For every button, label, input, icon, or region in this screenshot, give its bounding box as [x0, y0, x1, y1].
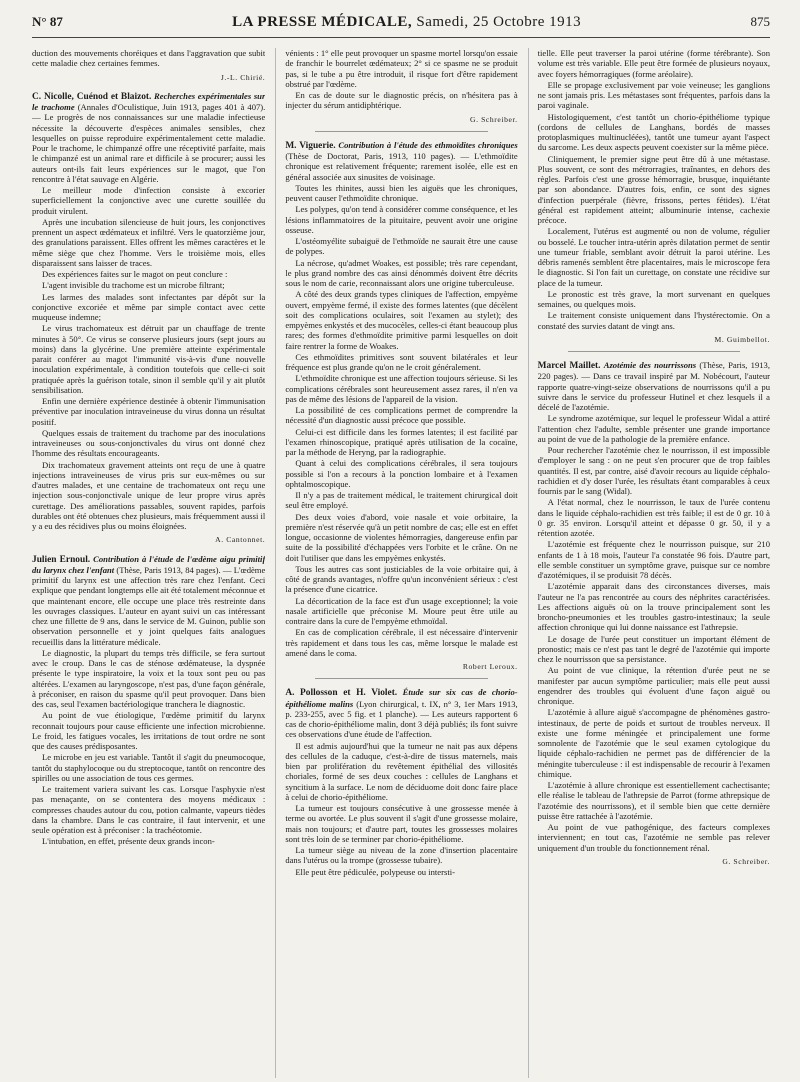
article-heading	[285, 687, 517, 739]
article-paragraph: Celui-ci est difficile dans les formes latentes; il est facilité par l'examen rhinoscopique, pratiqué après utilisation de la cocaïne, par la méthode de Heryng, par la radiographie.	[285, 426, 518, 457]
article-signature: A. Cantonnet.	[215, 535, 266, 545]
article-paragraph: — L'ethmoïdite chronique est relativement fréquente; rarement isolée, elle est en général associée aux sinusites de voisinage.	[285, 151, 518, 182]
divider	[315, 131, 487, 132]
article-title: Contribution à l'étude des ethmoïdites chroniques	[338, 139, 518, 150]
article-authors: A. Pollosson et H. Violet.	[285, 688, 398, 699]
article-signature: G. Schreiber.	[722, 856, 770, 866]
column-1	[32, 48, 265, 1078]
article-authors: C. Nicolle, Cuénod et Blaizot.	[32, 91, 152, 102]
article-paragraph: La décortication de la face est d'un usage exceptionnel; la voie nasale artificielle que préconise M. Moure peut être utile au contraire dans la cure de l'empyème ethmoïdal.	[285, 595, 518, 626]
divider	[568, 351, 740, 352]
article-paragraph: Le dosage de l'urée peut constituer un important élément de pronostic; mais ce n'est pas tant le degré de l'azotémie qui importe chez le nourrisson que sa persistance.	[537, 633, 770, 664]
article-continuation: duction des mouvements choréiques et dans l'aggravation que subit cette maladie chez certaines femmes.	[32, 48, 266, 69]
article-paragraph: Cliniquement, le premier signe peut être dû à une métastase. Plus souvent, ce sont des métrorragies, traînantes, en dehors des règles. Parfois c'est une grosse hémorragie, brusque, inquiétante par son abondance. D'autres fois, enfin, ce sont des signes d'infection puerpérale (fièvre, frissons, pertes fétides). L'état général est rapidement atteint; albuminurie intense, cachexie précoce.	[537, 153, 770, 225]
article-paragraph: Il n'y a pas de traitement médical, le traitement chirurgical doit seul être employé.	[285, 490, 518, 511]
article-paragraph: Le traitement variera suivant les cas. Lorsque l'asphyxie n'est pas menaçante, on se contentera des moyens médicaux : compresses chaudes autour du cou, potion calmante, vapeurs tièdes dans la chambre. Dans le cas contraire, il faut intervenir, et une seule opération est à préconiser : la trachéotomie.	[32, 784, 266, 835]
page-number: 875	[750, 14, 770, 29]
article-signature: M. Guimbellot.	[714, 334, 770, 344]
article-paragraph: — Les auteurs rapportent 6 cas de chorio-épithéliome malin, dont 3 déjà publiés; ils font suivre ces observations d'une étude de l'affection.	[285, 708, 518, 740]
article-paragraph: Après une incubation silencieuse de huit jours, les conjonctives prennent un aspect œdémateux et infiltré. Vers le quatorzième jour, des granulations paraissent. Elles offrent les mêmes caractères et le même siège que chez l'homme. Vers le troisième mois, elles disparaissent sans laisser de traces.	[32, 216, 266, 268]
article-reference: (Thèse, Paris, 1913, 220 pages).	[537, 360, 770, 382]
article-paragraph: L'azotémie apparait dans des circonstances diverses, mais l'auteur ne l'a pas rencontrée au cours des néphrites caractérisées. Les affections aiguës où on la trouve principalement sont les broncho-pneumonies et les troubles gastro-intestinaux; la seule affection chronique qui lui donne naissance est l'athrepsie.	[537, 581, 770, 633]
article-paragraph: En cas de doute sur le diagnostic précis, on n'hésitera pas à injecter du sérum antidiphtérique.	[285, 90, 518, 111]
article-paragraph: Les larmes des malades sont infectantes par dépôt sur la conjonctive excoriée et même par simple contact avec cette muqueuse indemne;	[32, 291, 266, 322]
article-paragraph: A l'état normal, chez le nourrisson, le taux de l'urée contenu dans le liquide céphalo-rachidien est très faible; il est de 0 gr. 10 à 0 gr. 35 environ. Lorsqu'il atteint et dépasse 0 gr. 50, il y a rétention azotée.	[537, 497, 770, 538]
article-signature: Robert Leroux.	[462, 662, 518, 671]
article-ethmoidites	[285, 140, 517, 673]
article-paragraph: Le syndrome azotémique, sur lequel le professeur Widal a attiré l'attention chez l'adulte, semble présenter une grande importance au point de vue de la pathologie de la première enfance.	[537, 413, 770, 444]
article-paragraph: La tumeur est toujours consécutive à une grossesse menée à terme ou avortée. Le plus souvent il s'agit d'une grossesse molaire, mais non toujours; et d'autre part, toutes les grossesses molaires sont très loin de se terminer par chorio-épithéliome.	[285, 803, 518, 844]
article-signature: G. Schreiber.	[470, 114, 518, 124]
article-paragraph: Le virus trachomateux est détruit par un chauffage de trente minutes à 50°. Ce virus se conserve plusieurs jours (sept jours au moins) dans la glycérine. Une première atteinte expérimentale parait conférer au magot l'immunité vis-à-vis d'une nouvelle inoculation expérimentale, à condition toutefois que celle-ci soit pratiquée après la guérison totale, sinon il semble qu'il y ait plutôt sensibilisation.	[32, 323, 266, 395]
article-azotemie	[538, 360, 770, 867]
article-chorio-epitheliome	[285, 687, 517, 877]
article-paragraph: L'azotémie est fréquente chez le nourrisson puisque, sur 210 enfants de 1 à 18 mois, l'auteur l'a constatée 96 fois. D'autre part, elle semble constituer un symptôme grave, puisque sur ce nombre d'azotémiques, il se produisit 78 décès.	[537, 539, 770, 580]
article-title: Azotémie des nourrissons	[603, 360, 697, 370]
article-heading	[32, 91, 265, 184]
article-paragraph: En cas de complication cérébrale, il est nécessaire d'intervenir très rapidement et dans tous les cas, même lorsque le malade est amené dans le coma.	[285, 627, 518, 658]
journal-date: Samedi, 25 Octobre 1913	[412, 14, 582, 30]
article-authors: Marcel Maillet.	[537, 361, 601, 371]
article-paragraph: L'intubation, en effet, présente deux grands incon-	[42, 836, 215, 847]
article-paragraph: Quant à celui des complications cérébrales, il sera toujours possible si l'on a recours à la ponction lombaire et à l'examen ophtalmoscopique.	[285, 458, 518, 489]
text-columns	[32, 48, 770, 1078]
article-paragraph: — Le progrès de nos connaissances sur une maladie infectieuse nécessite la découverte d'espèces animales sensibles, chez lesquelles on puisse reproduire expérimentalement cette maladie. Pour le trachome, le chimpanzé offre une réceptivité parfaite, mais le chimpanzé est un animal rare et difficile à se procurer; aussi les auteurs ont-ils fait leurs expériences sur le magot, que l'on rencontre à l'état sauvage en Algérie.	[32, 112, 266, 184]
article-larynx	[32, 554, 265, 847]
article-heading	[285, 140, 517, 182]
article-continuation: vénients : 1° elle peut provoquer un spasme mortel lorsqu'on essaie de franchir le bourrelet œdémateux; 2° si ce spasme ne se produit pas, si le tube a pu être introduit, il risque fort d'être rapidement obstrué par l'œdème.	[285, 48, 518, 89]
article-reference: (Lyon chirurgical, t. IX, n° 3, 1er Mars 1913, p. 233-255, avec 5 fig. et 1 planche).	[285, 698, 518, 719]
divider	[315, 678, 487, 679]
article-paragraph: Il est admis aujourd'hui que la tumeur ne nait pas aux dépens des cellules de la caduque, c'est-à-dire de tissus maternels, mais bien par prolifération du revêtement épithélial des villosités choriales, formé de ses deux couches : cellules de Langhans et syncitium à la surface. Le nom de déciduome doit donc faire place à celui de chorio-épithéliome.	[285, 740, 518, 802]
article-paragraph: Dix trachomateux gravement atteints ont reçu de une à quatre injections intraveineuses de virus pris sur eux-mêmes ou sur d'autres malades, et une centaine de trachomateux ont reçu une injection sous-conjonctivale unique de leur propre virus après curettage. Des améliorations passables, souvent rapides, parfois durables ont été obtenues chez plusieurs, mais fréquemment aussi il y a eu des récidives plus ou moins éloignées.	[32, 459, 266, 531]
article-paragraph: Le pronostic est très grave, la mort survenant en quelques semaines, ou quelques mois.	[537, 288, 770, 309]
article-paragraph: La possibilité de ces complications permet de comprendre la nécessité d'un diagnostic aussi précoce que possible.	[285, 405, 518, 426]
article-continuation: tielle. Elle peut traverser la paroi utérine (forme térébrante). Son volume est très variable. Elle peut être formée de plusieurs noyaux, avec foyers hémorragiques (forme aréolaire).	[537, 48, 770, 79]
article-paragraph: Pour rechercher l'azotémie chez le nourrisson, il est impossible d'employer le sang : on ne peut s'en procurer que de trop faibles quantités. Il est, par contre, aisé d'avoir recours au liquide céphalo-rachidien et d'y doser l'urée, les résultats étant comparables à ceux fournis par le sang (Widal).	[537, 445, 770, 496]
column-3	[528, 48, 770, 1078]
article-paragraph: Histologiquement, c'est tantôt un chorio-épithéliome typique (cordons de cellules de Langhans, bordés de masses protoplasmiques multinucléées), tantôt une tumeur ayant l'aspect du sarcome. Les deux aspects peuvent coexister sur la même pièce.	[537, 111, 770, 153]
article-paragraph: — Dans ce travail inspiré par M. Nobécourt, l'auteur rapporte quatre-vingt-seize observations de nourrissons qu'il a pu suivre dans le service du professeur Hutinel et chez lesquels il a décelé de l'azotémie.	[537, 371, 770, 412]
article-paragraph: Quelques essais de traitement du trachome par des inoculations intraveineuses ou sous-conjonctivales du virus ont donné chez l'homme des résultats encourageants.	[32, 427, 266, 459]
article-paragraph: L'azotémie à allure aiguë s'accompagne de phénomènes gastro-intestinaux, de perte de poids et surtout de troubles nerveux. Il existe une forme méningée et principalement une forme somnolente de l'azotémie que le seul examen cytologique du liquide céphalo-rachidien ne permet pas de différencier de la méningite tuberculeuse : il est indispensable de recourir à l'examen chimique.	[537, 707, 770, 779]
article-paragraph: Ces ethmoïdites primitives sont souvent bilatérales et leur fréquence est plus grande qu'on ne le croit généralement.	[285, 351, 518, 372]
page-header	[32, 14, 770, 38]
article-paragraph: Au point de vue étiologique, l'œdème primitif du larynx reconnait toujours pour cause efficiente une infection microbienne. Le froid, les fatigues vocales, les irritations de tout ordre ne sont que des causes prédisposantes.	[32, 710, 266, 751]
article-paragraph: Localement, l'utérus est augmenté ou non de volume, régulier ou bosselé. Le toucher intra-utérin après dilatation permet de sentir une tumeur friable, semblant avoir détruit la paroi utérine. Les débris ramenés semblent être placentaires, mais le microscope fera le diagnostic. Si l'on fait un curettage, on constate une récidive sur place de la tumeur.	[537, 226, 770, 288]
article-paragraph: L'azotémie à allure chronique est essentiellement cachectisante; elle réalise le tableau de l'athrepsie de Parrot (forme athrepsique de l'azotémie des nourrissons), et il semble bien que cette dernière puisse être rattachée à l'azotémie.	[537, 780, 770, 821]
article-reference: (Thèse de Doctorat, Paris, 1913, 110 pages).	[285, 151, 456, 161]
article-paragraph: — L'œdème primitif du larynx est une affection très rare chez l'enfant. Ceci explique que pendant longtemps elle ait été totalement méconnue et que maintenant encore, elle occupe une place très restreinte dans les ouvrages classiques. L'auteur en ayant suivi un cas intéressant chez une fillette de 9 ans, dans le service de M. Guinon, publie son observation personnelle et y joint quelques faits analogues recueillis dans la littérature médicale.	[32, 564, 266, 647]
article-paragraph: La nécrose, qu'admet Woakes, est possible; très rare cependant, le plus grand nombre des cas ainsi dénommés doivent être décrits sous le nom de carie, reconnaissant alors une origine tuberculeuse.	[285, 257, 518, 288]
article-heading	[538, 360, 770, 412]
journal-name: LA PRESSE MÉDICALE,	[232, 14, 413, 30]
issue-number: N° 87	[32, 14, 63, 29]
article-paragraph: Elle se propage exclusivement par voie veineuse; les ganglions ne sont jamais pris. Les métastases sont fréquentes, parfois dans la paroi vaginale.	[537, 79, 770, 111]
article-paragraph: L'ostéomyélite subaiguë de l'ethmoïde ne saurait être une cause de polypes.	[285, 236, 518, 257]
article-title: Contribution à l'étude de l'œdème aigu primitif du larynx chez l'enfant	[32, 553, 266, 575]
article-paragraph: L'ethmoïdite chronique est une affection toujours sérieuse. Si les complications cérébrales sont heureusement assez rares, il n'en va pas de même des lésions de l'appareil de la vision.	[285, 373, 518, 404]
article-title: Recherches expérimentales sur le trachome	[32, 90, 266, 112]
article-paragraph: Tous les autres cas sont justiciables de la voie orbitaire qui, à côté de grands avantages, n'offre qu'un inconvénient sérieux : c'est la présence d'une cicatrice.	[285, 563, 518, 595]
article-paragraph: Le microbe en jeu est variable. Tantôt il s'agit du pneumocoque, tantôt du staphylocoque ou du streptocoque, tantôt on rencontre des spirilles ou une association de tous ces germes.	[32, 752, 266, 783]
article-paragraph: La tumeur siège au niveau de la zone d'insertion placentaire dans l'utérus ou la trompe (grossesse tubaire).	[285, 845, 518, 866]
article-signature: J.-L. Chirié.	[220, 72, 266, 82]
article-heading	[32, 554, 265, 647]
article-paragraph: Le diagnostic, la plupart du temps très difficile, se fera surtout avec le croup. Dans le cas de sténose œdémateuse, la dyspnée présente le type inspiratoire, la voix et la toux sont peu ou pas altérées. L'examen au laryngoscope, n'est pas, d'une façon générale, à préconiser, en raison du spasme qu'il peut provoquer. Dans bien des cas, seul l'examen bactériologique tranchera le diagnostic.	[32, 647, 266, 709]
article-paragraph: Elle peut être pédiculée, polypeuse ou intersti-	[295, 866, 455, 877]
column-2	[275, 48, 517, 1078]
article-title: Étude sur six cas de chorio-épithéliome malins	[285, 687, 518, 709]
article-trachome	[32, 91, 265, 546]
article-reference: (Annales d'Oculistique, Juin 1913, pages 401 à 407).	[77, 102, 266, 112]
article-paragraph: Des deux voies d'abord, voie nasale et voie orbitaire, la première n'est réservée qu'à un petit nombre de cas; elle est en effet longue, occasionne de violentes hémorragies, dangereuse enfin par suite de la possibilité d'échappées vers l'orbite et le crâne. On ne doit l'utiliser que dans les empyèmes enkystés.	[285, 511, 518, 563]
article-paragraph: A côté des deux grands types cliniques de l'affection, empyème ouvert, empyème fermé, il existe des formes latentes (que décèlent soit des complications oculaires, soit l'examen au stylet); des empyèmes enkystés et des mucocèles, celles-ci étant beaucoup plus rares; des formes d'ethmoïdite primitive parmi lesquelles on doit faire rentrer la forme de Woakes.	[285, 289, 518, 351]
article-paragraph: Au point de vue clinique, la rétention d'urée peut ne se manifester par aucun symptôme particulier; mais elle peut aussi engendrer des troubles qui évoluent d'une façon aiguë ou chronique.	[537, 665, 770, 706]
article-paragraph: L'agent invisible du trachome est un microbe filtrant;	[42, 280, 225, 291]
article-paragraph: Des expériences faites sur le magot on peut conclure :	[42, 269, 228, 279]
article-paragraph: Le meilleur mode d'infection consiste à excorier superficiellement la conjonctive avec une curette souillée du produit virulent.	[32, 185, 266, 216]
article-paragraph: Enfin une dernière expérience destinée à obtenir l'immunisation préventive par inoculation intraveineuse du virus donna un résultat positif.	[32, 396, 266, 427]
article-authors: Julien Ernoul.	[32, 554, 91, 565]
article-paragraph: Le traitement consiste uniquement dans l'hystérectomie. On a constaté des survies datant de vingt ans.	[537, 310, 770, 331]
article-authors: M. Viguerie.	[285, 140, 336, 151]
article-paragraph: Au point de vue pathogénique, des facteurs complexes interviennent; en tout cas, l'azotémie ne semble pas relever uniquement d'un trouble du fonctionnement rénal.	[537, 822, 770, 853]
article-reference: (Thèse, Paris 1913, 84 pages).	[116, 564, 221, 575]
article-paragraph: Les polypes, qu'on tend à considérer comme conséquence, et les lésions inflammatoires de la pituitaire, peuvent avoir une origine osseuse.	[285, 204, 518, 235]
article-paragraph: Toutes les rhinites, aussi bien les aiguës que les chroniques, peuvent causer l'ethmoïdite chronique.	[285, 182, 518, 203]
journal-title	[232, 14, 581, 31]
